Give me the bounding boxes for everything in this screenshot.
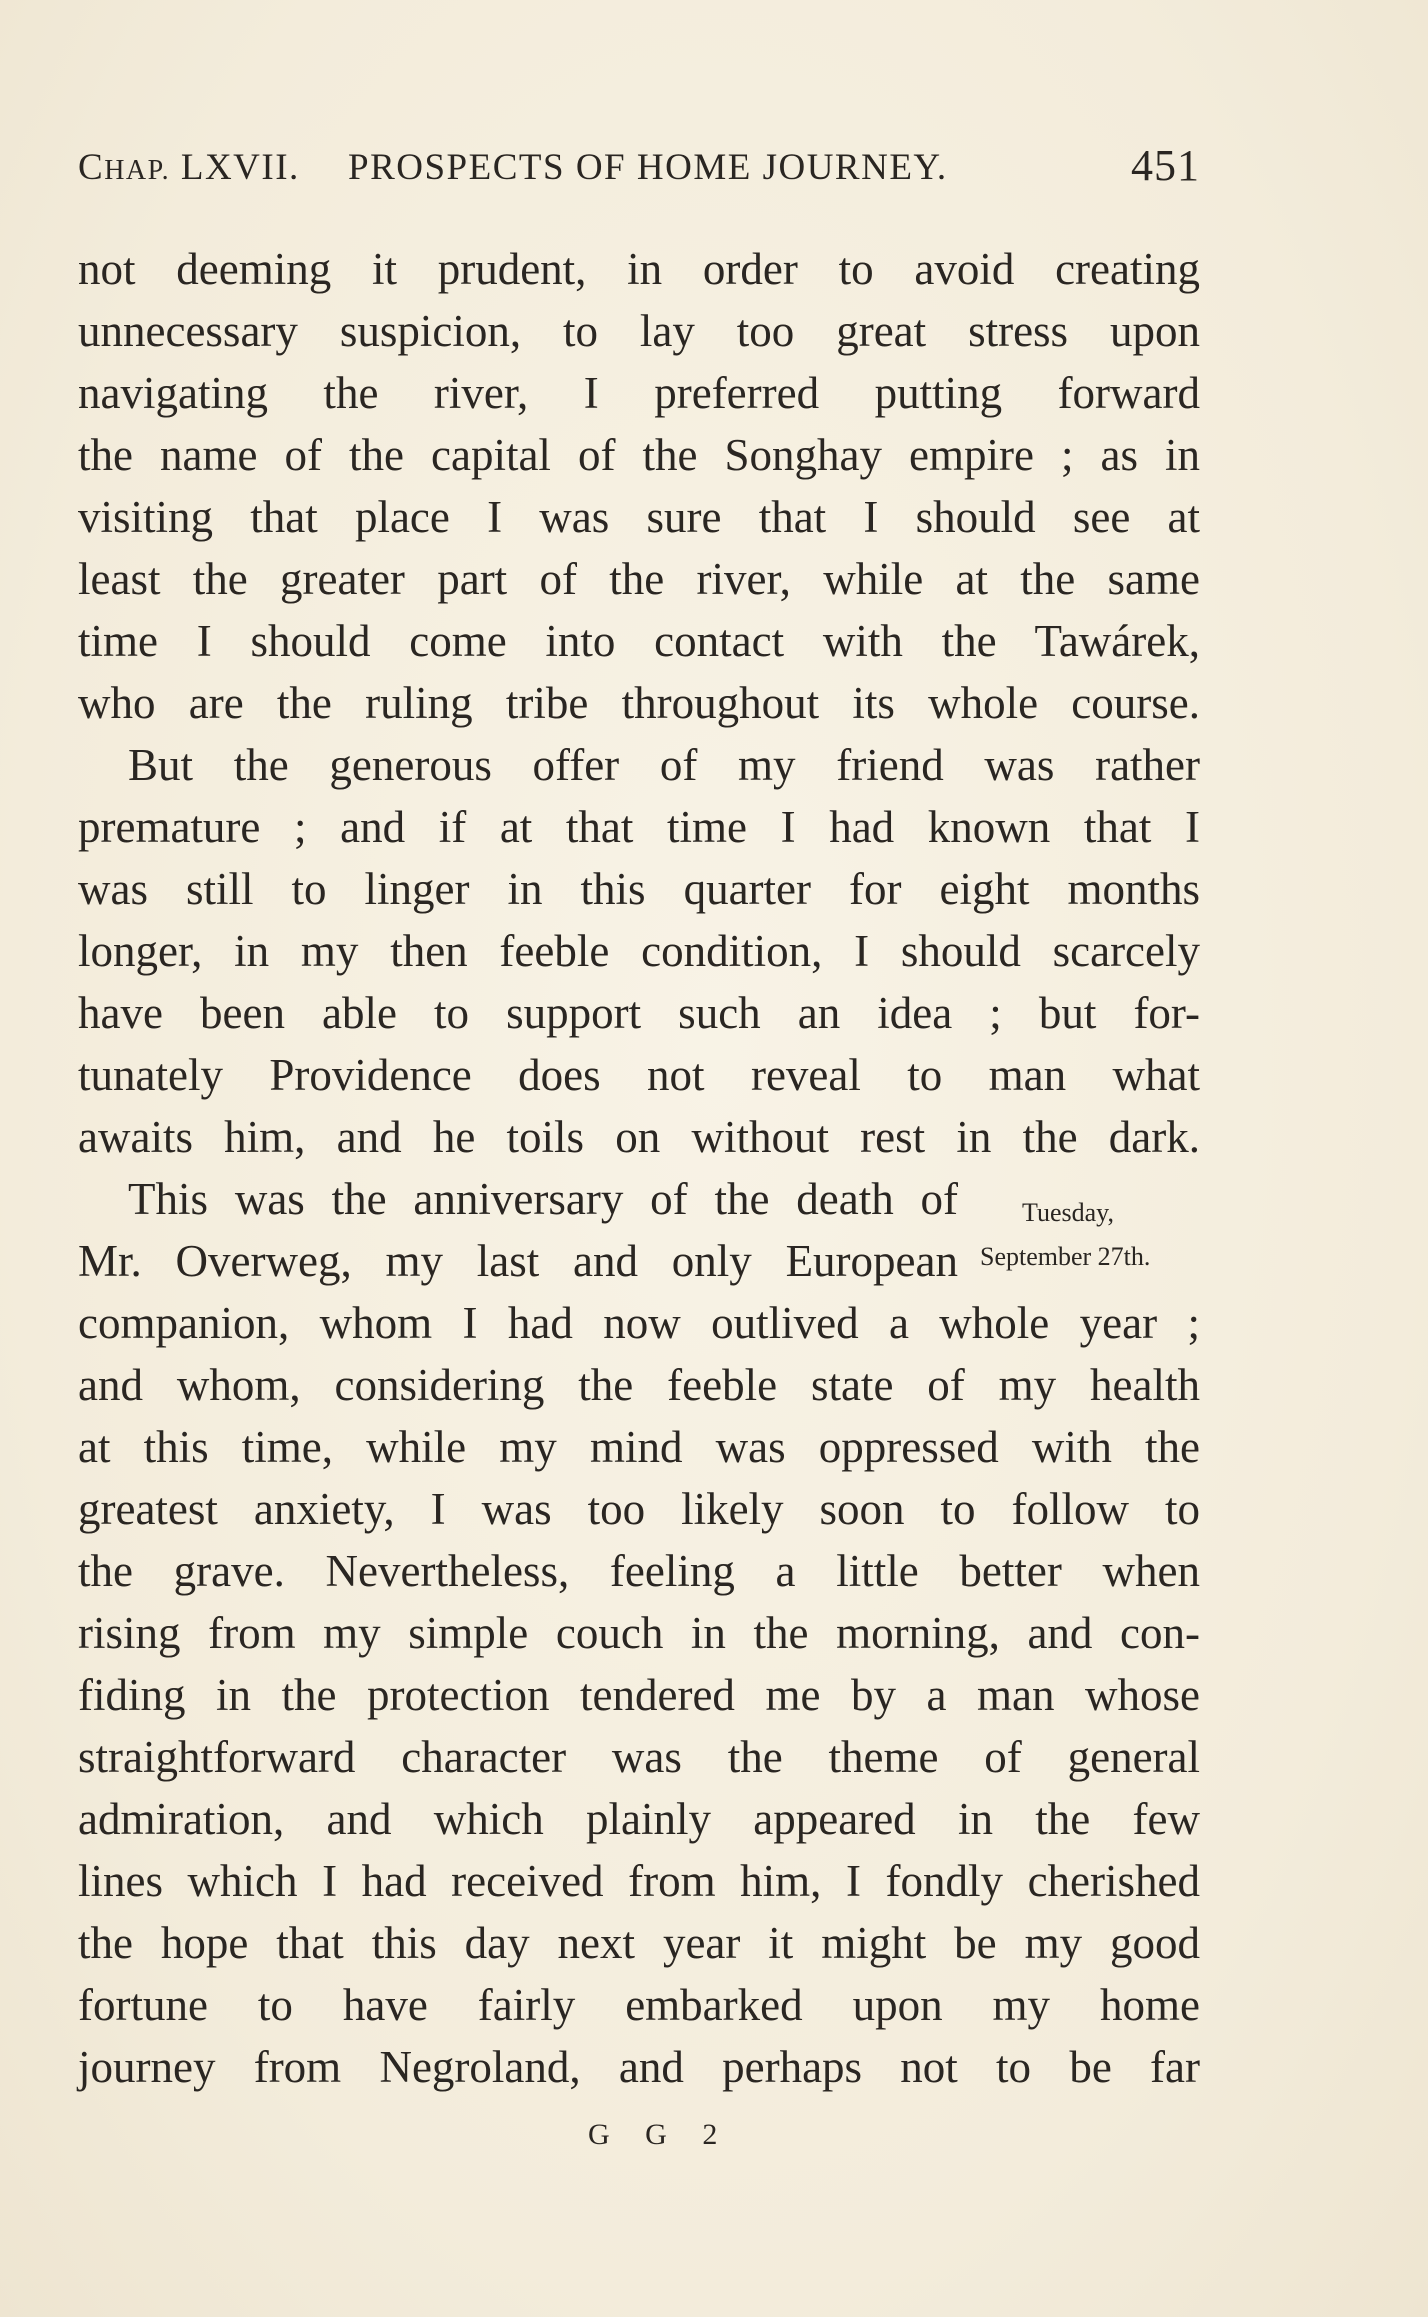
text-line: at this time, while my mind was oppressed with the xyxy=(78,1422,1200,1472)
text-line: fortune to have fairly embarked upon my home xyxy=(78,1980,1200,2030)
text-line: visiting that place I was sure that I should see at xyxy=(78,492,1200,542)
margin-note-day: Tuesday, xyxy=(1022,1198,1114,1227)
text-line: lines which I had received from him, I fondly cherished xyxy=(78,1856,1200,1906)
text-line: who are the ruling tribe throughout its whole course. xyxy=(78,678,1200,728)
chapter-label: CHAP. LXVII. xyxy=(78,147,300,188)
text-line: longer, in my then feeble condition, I should scarcely xyxy=(78,926,1200,976)
text-line: unnecessary suspicion, to lay too great stress upon xyxy=(78,306,1200,356)
running-header xyxy=(78,140,1200,200)
text-line: fiding in the protection tendered me by a man whose xyxy=(78,1670,1200,1720)
text-line: not deeming it prudent, in order to avoid creating xyxy=(78,244,1200,294)
text-line: greatest anxiety, I was too likely soon to follow to xyxy=(78,1484,1200,1534)
text-line: straightforward character was the theme of general xyxy=(78,1732,1200,1782)
text-line: awaits him, and he toils on without rest in the dark. xyxy=(78,1112,1200,1162)
text-line: time I should come into contact with the Tawárek, xyxy=(78,616,1200,666)
text-line: rising from my simple couch in the morning, and con- xyxy=(78,1608,1200,1658)
text-line: tunately Providence does not reveal to man what xyxy=(78,1050,1200,1100)
text-line: admiration, and which plainly appeared in the few xyxy=(78,1794,1200,1844)
text-line: least the greater part of the river, while at the same xyxy=(78,554,1200,604)
text-line: and whom, considering the feeble state of my health xyxy=(78,1360,1200,1410)
text-line: journey from Negroland, and perhaps not to be far xyxy=(78,2042,1200,2092)
text-line: was still to linger in this quarter for eight months xyxy=(78,864,1200,914)
page-number: 451 xyxy=(1131,141,1200,190)
margin-note-date: September 27th. xyxy=(980,1242,1151,1271)
text-line: But the generous offer of my friend was rather xyxy=(128,740,1200,790)
text-line: companion, whom I had now outlived a whole year ; xyxy=(78,1298,1200,1348)
text-line: premature ; and if at that time I had known that I xyxy=(78,802,1200,852)
signature-mark: G G 2 xyxy=(588,2118,732,2151)
text-line: Mr. Overweg, my last and only European xyxy=(78,1236,958,1286)
text-line: navigating the river, I preferred putting forward xyxy=(78,368,1200,418)
text-line: the hope that this day next year it might be my good xyxy=(78,1918,1200,1968)
running-title: PROSPECTS OF HOME JOURNEY. xyxy=(348,147,948,188)
text-line: This was the anniversary of the death of xyxy=(128,1174,958,1224)
text-line: have been able to support such an idea ; but for- xyxy=(78,988,1200,1038)
text-line: the name of the capital of the Songhay empire ; as in xyxy=(78,430,1200,480)
text-line: the grave. Nevertheless, feeling a little better when xyxy=(78,1546,1200,1596)
